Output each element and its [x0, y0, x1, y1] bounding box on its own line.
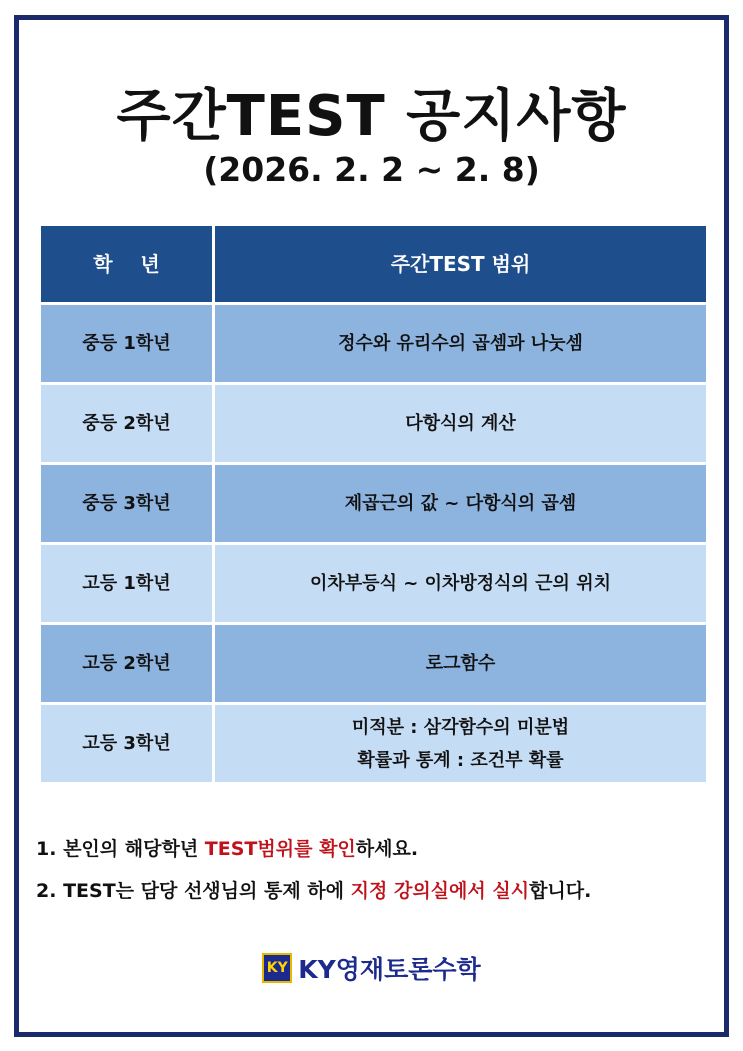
scope-cell [215, 705, 706, 782]
notice-number: 1. [36, 838, 57, 860]
notice-text: 본인의 해당학년 [63, 838, 205, 860]
scope-column-header: 주간TEST 범위 [215, 226, 706, 302]
notice-text: TEST는 담당 선생님의 통제 하에 [63, 880, 351, 902]
date-range: (2026. 2. 2 ~ 2. 8) [203, 150, 540, 189]
notice-highlight: 지정 강의실에서 [350, 880, 486, 902]
notice-highlight: 확인 [319, 838, 356, 860]
notice-item [36, 828, 716, 870]
table-row [41, 305, 706, 382]
scope-cell [215, 625, 706, 702]
scope-cell [215, 545, 706, 622]
grade-cell: 고등 2학년 [41, 625, 212, 702]
scope-text: 미적분 : 삼각함수의 미분법 [351, 716, 570, 738]
brand-logo [19, 950, 724, 986]
scope-text: 다항식의 계산 [405, 413, 516, 434]
notice-item [36, 870, 716, 912]
notice-highlight: TEST범위를 [204, 838, 313, 860]
table-row [41, 465, 706, 542]
notice-text: 합니다. [529, 880, 592, 902]
ky-logo-icon: KY [262, 953, 292, 983]
table-row [41, 385, 706, 462]
scope-text: 제곱근의 값 ~ 다항식의 곱셈 [344, 493, 577, 514]
grade-cell: 중등 3학년 [41, 465, 212, 542]
test-scope-table [41, 226, 706, 785]
brand-name: KY영재토론수학 [298, 955, 481, 984]
notice-highlight: 실시 [492, 880, 530, 902]
table-row [41, 545, 706, 622]
grade-cell: 중등 1학년 [41, 305, 212, 382]
scope-cell [215, 305, 706, 382]
page-title: 주간TEST 공지사항 [116, 84, 627, 149]
grade-column-header: 학 년 [41, 226, 212, 302]
notice-frame [14, 15, 729, 1037]
scope-cell [215, 385, 706, 462]
grade-cell: 중등 2학년 [41, 385, 212, 462]
scope-text: 정수와 유리수의 곱셈과 나눗셈 [338, 333, 583, 354]
scope-cell [215, 465, 706, 542]
table-header-row [41, 226, 706, 302]
scope-text: 확률과 통계 : 조건부 확률 [357, 749, 564, 771]
scope-text: 로그함수 [425, 653, 496, 674]
scope-text: 이차부등식 ~ 이차방정식의 근의 위치 [310, 573, 611, 594]
table-row [41, 705, 706, 782]
notice-list [36, 828, 716, 912]
notice-number: 2. [36, 880, 57, 902]
table-row [41, 625, 706, 702]
grade-cell: 고등 3학년 [41, 705, 212, 782]
grade-cell: 고등 1학년 [41, 545, 212, 622]
notice-text: 하세요. [355, 838, 419, 860]
